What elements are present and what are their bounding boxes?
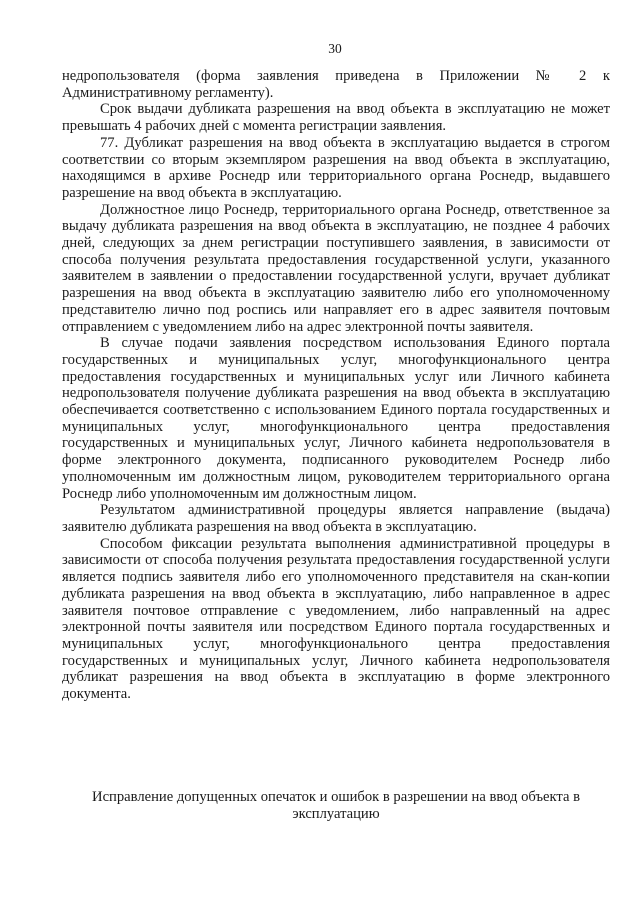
paragraph-responsible-official: Должностное лицо Роснедр, территориального органа Роснедр, ответственное за выдачу дубликата разрешения на ввод объекта в эксплуатацию, не позднее 4 рабочих дней, следующих за днем регистрации поступившего заявления, в зависимости от способа получения результата предоставления государственной услуги, указанного заявителем в заявлении о предоставлении государственной услуги, вручает дубликат разрешения на ввод объекта в эксплуатацию заявителю либо его уполномоченному представителю лично под роспись или направляет его в адрес заявителя почтовым отправлением с уведомлением либо на адрес электронной почты заявителя. bbox=[62, 201, 610, 335]
paragraph-77: 77. Дубликат разрешения на ввод объекта в эксплуатацию выдается в строгом соответствии со вторым экземпляром разрешения на ввод объекта в эксплуатацию, находящимся в архиве Роснедр или территориального органа Роснедр, выдавшего разрешение на ввод объекта в эксплуатацию. bbox=[62, 134, 610, 201]
page-number: 30 bbox=[328, 41, 342, 56]
paragraph-electronic-submission: В случае подачи заявления посредством использования Единого портала государственных и муниципальных услуг, многофункционального центра предоставления государственных и муниципальных услуг или Личного кабинета недропользователя получение дубликата разрешения на ввод объекта в эксплуатацию обеспечивается соответственно с использованием Единого портала государственных и муниципальных услуг, многофункционального центра предоставления государственных и муниципальных услуг, Личного кабинета недропользователя в форме электронного документа, подписанного руководителем Роснедр либо уполномоченным им должностным лицом, руководителем территориального органа Роснедр либо уполномоченным им должностным лицом. bbox=[62, 335, 610, 502]
paragraph-procedure-result: Результатом административной процедуры является направление (выдача) заявителю дубликата разрешения на ввод объекта в эксплуатацию. bbox=[62, 502, 610, 535]
paragraph-continuation: недропользователя (форма заявления приведена в Приложении № 2 к Административному регламенту). bbox=[62, 68, 610, 101]
paragraph-issue-term: Срок выдачи дубликата разрешения на ввод объекта в эксплуатацию не может превышать 4 рабочих дней с момента регистрации заявления. bbox=[62, 101, 610, 135]
body-text bbox=[62, 68, 610, 703]
section-heading: Исправление допущенных опечаток и ошибок в разрешении на ввод объекта в эксплуатацию bbox=[92, 789, 580, 822]
paragraph-result-recording: Способом фиксации результата выполнения административной процедуры в зависимости от способа получения результата предоставления государственной услуги является подпись заявителя либо его уполномоченного представителя на скан-копии дубликата разрешения на ввод объекта в эксплуатацию, либо направленное в адрес заявителя почтовое отправление с уведомлением, либо направленный на адрес электронной почты заявителя или посредством Единого портала государственных и муниципальных услуг, многофункционального центра предоставления государственных и муниципальных услуг, Личного кабинета недропользователя дубликат разрешения на ввод объекта в эксплуатацию в форме электронного документа. bbox=[62, 535, 610, 703]
